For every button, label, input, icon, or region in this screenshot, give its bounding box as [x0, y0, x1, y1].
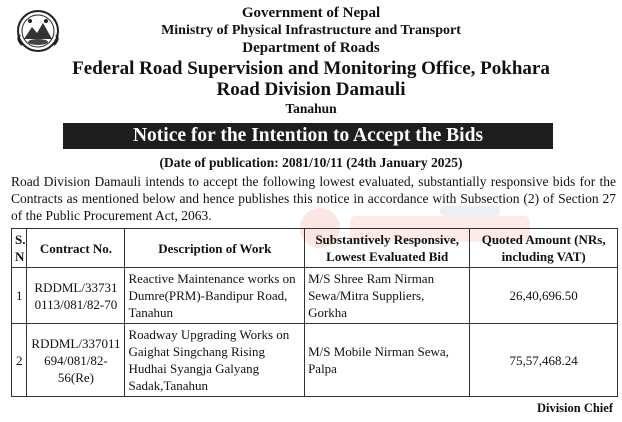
table-header-row: [12, 229, 618, 268]
header-amount: Quoted Amount (NRs, including VAT): [470, 229, 618, 268]
row-description: Reactive Maintenance works on Dumre(PRM)-Bandipur Road, Tanahun: [125, 268, 305, 324]
notice-title: Notice for the Intention to Accept the Bids: [63, 123, 553, 149]
publication-date: (Date of publication: 2081/10/11 (24th January 2025): [159, 155, 463, 170]
row-description: Roadway Upgrading Works on Gaighat Singchang Rising Hudhai Syangja Galyang Sadak,Tanahun: [125, 324, 305, 397]
table-row: [12, 324, 618, 397]
header-bidder: Substantively Responsive, Lowest Evaluated Bid: [305, 229, 470, 268]
row-bidder: M/S Shree Ram Nirman Sewa/Mitra Suppliers, Gorkha: [305, 268, 470, 324]
signature-title: Division Chief: [536, 401, 613, 415]
row-amount: 75,57,468.24: [470, 324, 618, 397]
header-office: Federal Road Supervision and Monitoring Office, Pokhara: [72, 58, 550, 79]
row-contract: RDDML/337011 694/081/82-56(Re): [27, 324, 125, 397]
header-contract: Contract No.: [27, 229, 125, 268]
header-government: Government of Nepal: [241, 5, 381, 21]
header-description: Description of Work: [125, 229, 305, 268]
row-sn: 1: [12, 268, 27, 324]
table-row: [12, 268, 618, 324]
row-amount: 26,40,696.50: [470, 268, 618, 324]
notice-intro: Road Division Damauli intends to accept the following lowest evaluated, substantially responsive bids for the Contracts as mentioned below and hence publishes this notice in accordance with Subsection (2) of Section 27 of the Public Procurement Act, 2063.: [11, 174, 616, 223]
header-ministry: Ministry of Physical Infrastructure and Transport: [161, 23, 461, 38]
header-district: Tanahun: [285, 101, 337, 116]
header-department: Department of Roads: [242, 40, 380, 56]
row-bidder: M/S Mobile Nirman Sewa, Palpa: [305, 324, 470, 397]
bids-table: [11, 228, 618, 397]
header-division: Road Division Damauli: [216, 79, 406, 100]
row-contract: RDDML/33731 0113/081/82-70: [27, 268, 125, 324]
row-sn: 2: [12, 324, 27, 397]
header-sn: S. N: [12, 229, 27, 268]
